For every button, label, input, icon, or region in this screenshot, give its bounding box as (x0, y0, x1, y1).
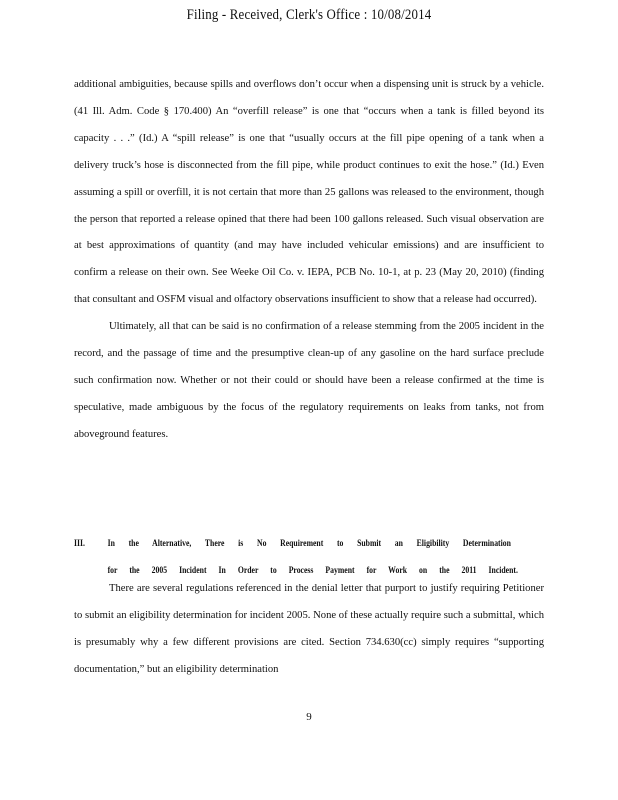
section-number: III. (74, 538, 85, 548)
section-heading-line-2: for the 2005 Incident In Order to Process Payment for Work on the 2011 Incident. (107, 564, 518, 575)
body-text-bottom (74, 576, 544, 684)
section-heading-line-1: In the Alternative, There is No Requirement to Submit an Eligibility Determination (107, 538, 511, 548)
paragraph-ultimately: Ultimately, all that can be said is no confirmation of a release stemming from the 2005 incident in the record, and the passage of time and the presumptive clean-up of any gasoline on the hard surface preclude such confirmation now. Whether or not their could or should have been a release confirmed at the time is speculative, made ambiguous by the focus of the regulatory requirements on leaks from tanks, not from aboveground features. (74, 321, 544, 440)
page-number: 9 (306, 711, 312, 723)
filing-header: Filing - Received, Clerk's Office : 10/08/2014 (186, 7, 432, 23)
paragraph-regulations: There are several regulations referenced in the denial letter that purport to justify requiring Petitioner to submit an eligibility determination for incident 2005. None of these actually require such a submittal, which is presumably why a few different provisions are cited. Section 734.630(cc) simply requires “supporting documentation,” but an eligibility determination (74, 583, 544, 675)
paragraph-ambiguities: additional ambiguities, because spills and overflows don’t occur when a dispensing unit is struck by a vehicle. (41 Ill. Adm. Code § 170.400) An “overfill release” is one that “occurs when a tank is filled beyond its capacity . . .” (Id.) A “spill release” is one that “usually occurs at the fill pipe opening of a tank when a delivery truck’s hose is disconnected from the fill pipe, while product continues to exit the hose.” (Id.) Even assuming a spill or overfill, it is not certain that more than 25 gallons was released to the environment, though the person that reported a release opined that there had been 100 gallons released. Such visual observation are at best approximations of quantity (and may have included vehicular emissions) and are insufficient to confirm a release on their own. See Weeke Oil Co. v. IEPA, PCB No. 10-1, at p. 23 (May 20, 2010) (finding that consultant and OSFM visual and olfactory observations insufficient to show that a release had occurred). (74, 79, 544, 306)
body-text-top (74, 72, 544, 449)
